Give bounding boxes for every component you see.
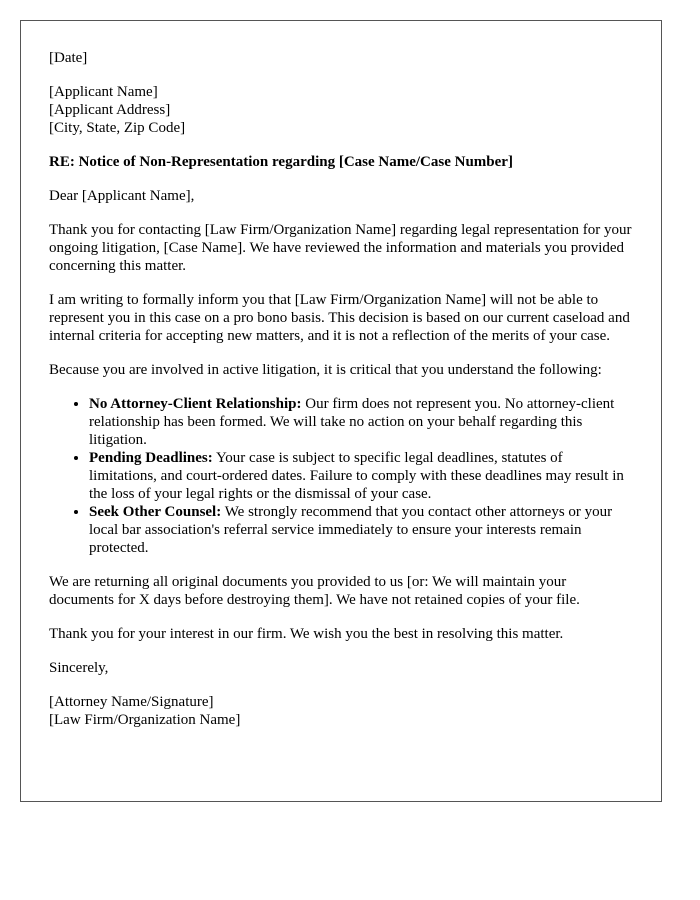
recipient-name: [Applicant Name] <box>49 84 158 100</box>
key-points-list <box>49 395 633 557</box>
signature-name: [Attorney Name/Signature] <box>49 694 214 710</box>
point-text: Your case is subject to specific legal deadlines, statutes of limitations, and court-ordered dates. Failure to comply with these deadlines may result in the loss of your legal rights or the dismissal of your case. <box>89 450 624 502</box>
paragraph-lead-in: Because you are involved in active litigation, it is critical that you understand the following: <box>49 362 602 378</box>
salutation: Dear [Applicant Name], <box>49 188 195 204</box>
signature-firm: [Law Firm/Organization Name] <box>49 712 241 728</box>
signature-block <box>49 693 633 729</box>
point-title: Pending Deadlines: <box>89 450 213 466</box>
point-title: Seek Other Counsel: <box>89 504 222 520</box>
recipient-city-state-zip: [City, State, Zip Code] <box>49 120 186 136</box>
point-text: We strongly recommend that you contact other attorneys or your local bar association's referral service immediately to ensure your interests remain protected. <box>89 504 613 556</box>
paragraph-documents: We are returning all original documents you provided to us [or: We will maintain your documents for X days before destroying them]. We have not retained copies of your file. <box>49 574 580 608</box>
list-item <box>89 395 633 449</box>
paragraph-decision: I am writing to formally inform you that [Law Firm/Organization Name] will not be able to represent you in this case on a pro bono basis. This decision is based on our current caseload and internal criteria for accepting new matters, and it is not a reflection of the merits of your case. <box>49 292 630 344</box>
subject-line: RE: Notice of Non-Representation regarding [Case Name/Case Number] <box>49 154 513 170</box>
recipient-address: [Applicant Address] <box>49 102 171 118</box>
paragraph-intro: Thank you for contacting [Law Firm/Organization Name] regarding legal representation for your ongoing litigation, [Case Name]. We have reviewed the information and materials you provided concerning this matter. <box>49 222 632 274</box>
list-item <box>89 503 633 557</box>
paragraph-closing: Thank you for your interest in our firm. We wish you the best in resolving this matter. <box>49 626 564 642</box>
point-title: No Attorney-Client Relationship: <box>89 396 302 412</box>
letter-page <box>20 20 662 802</box>
list-item <box>89 449 633 503</box>
sign-off: Sincerely, <box>49 660 109 676</box>
point-text: Our firm does not represent you. No attorney-client relationship has been formed. We will take no action on your behalf regarding this litigation. <box>89 396 615 448</box>
recipient-block <box>49 83 633 137</box>
letter-date: [Date] <box>49 50 88 66</box>
